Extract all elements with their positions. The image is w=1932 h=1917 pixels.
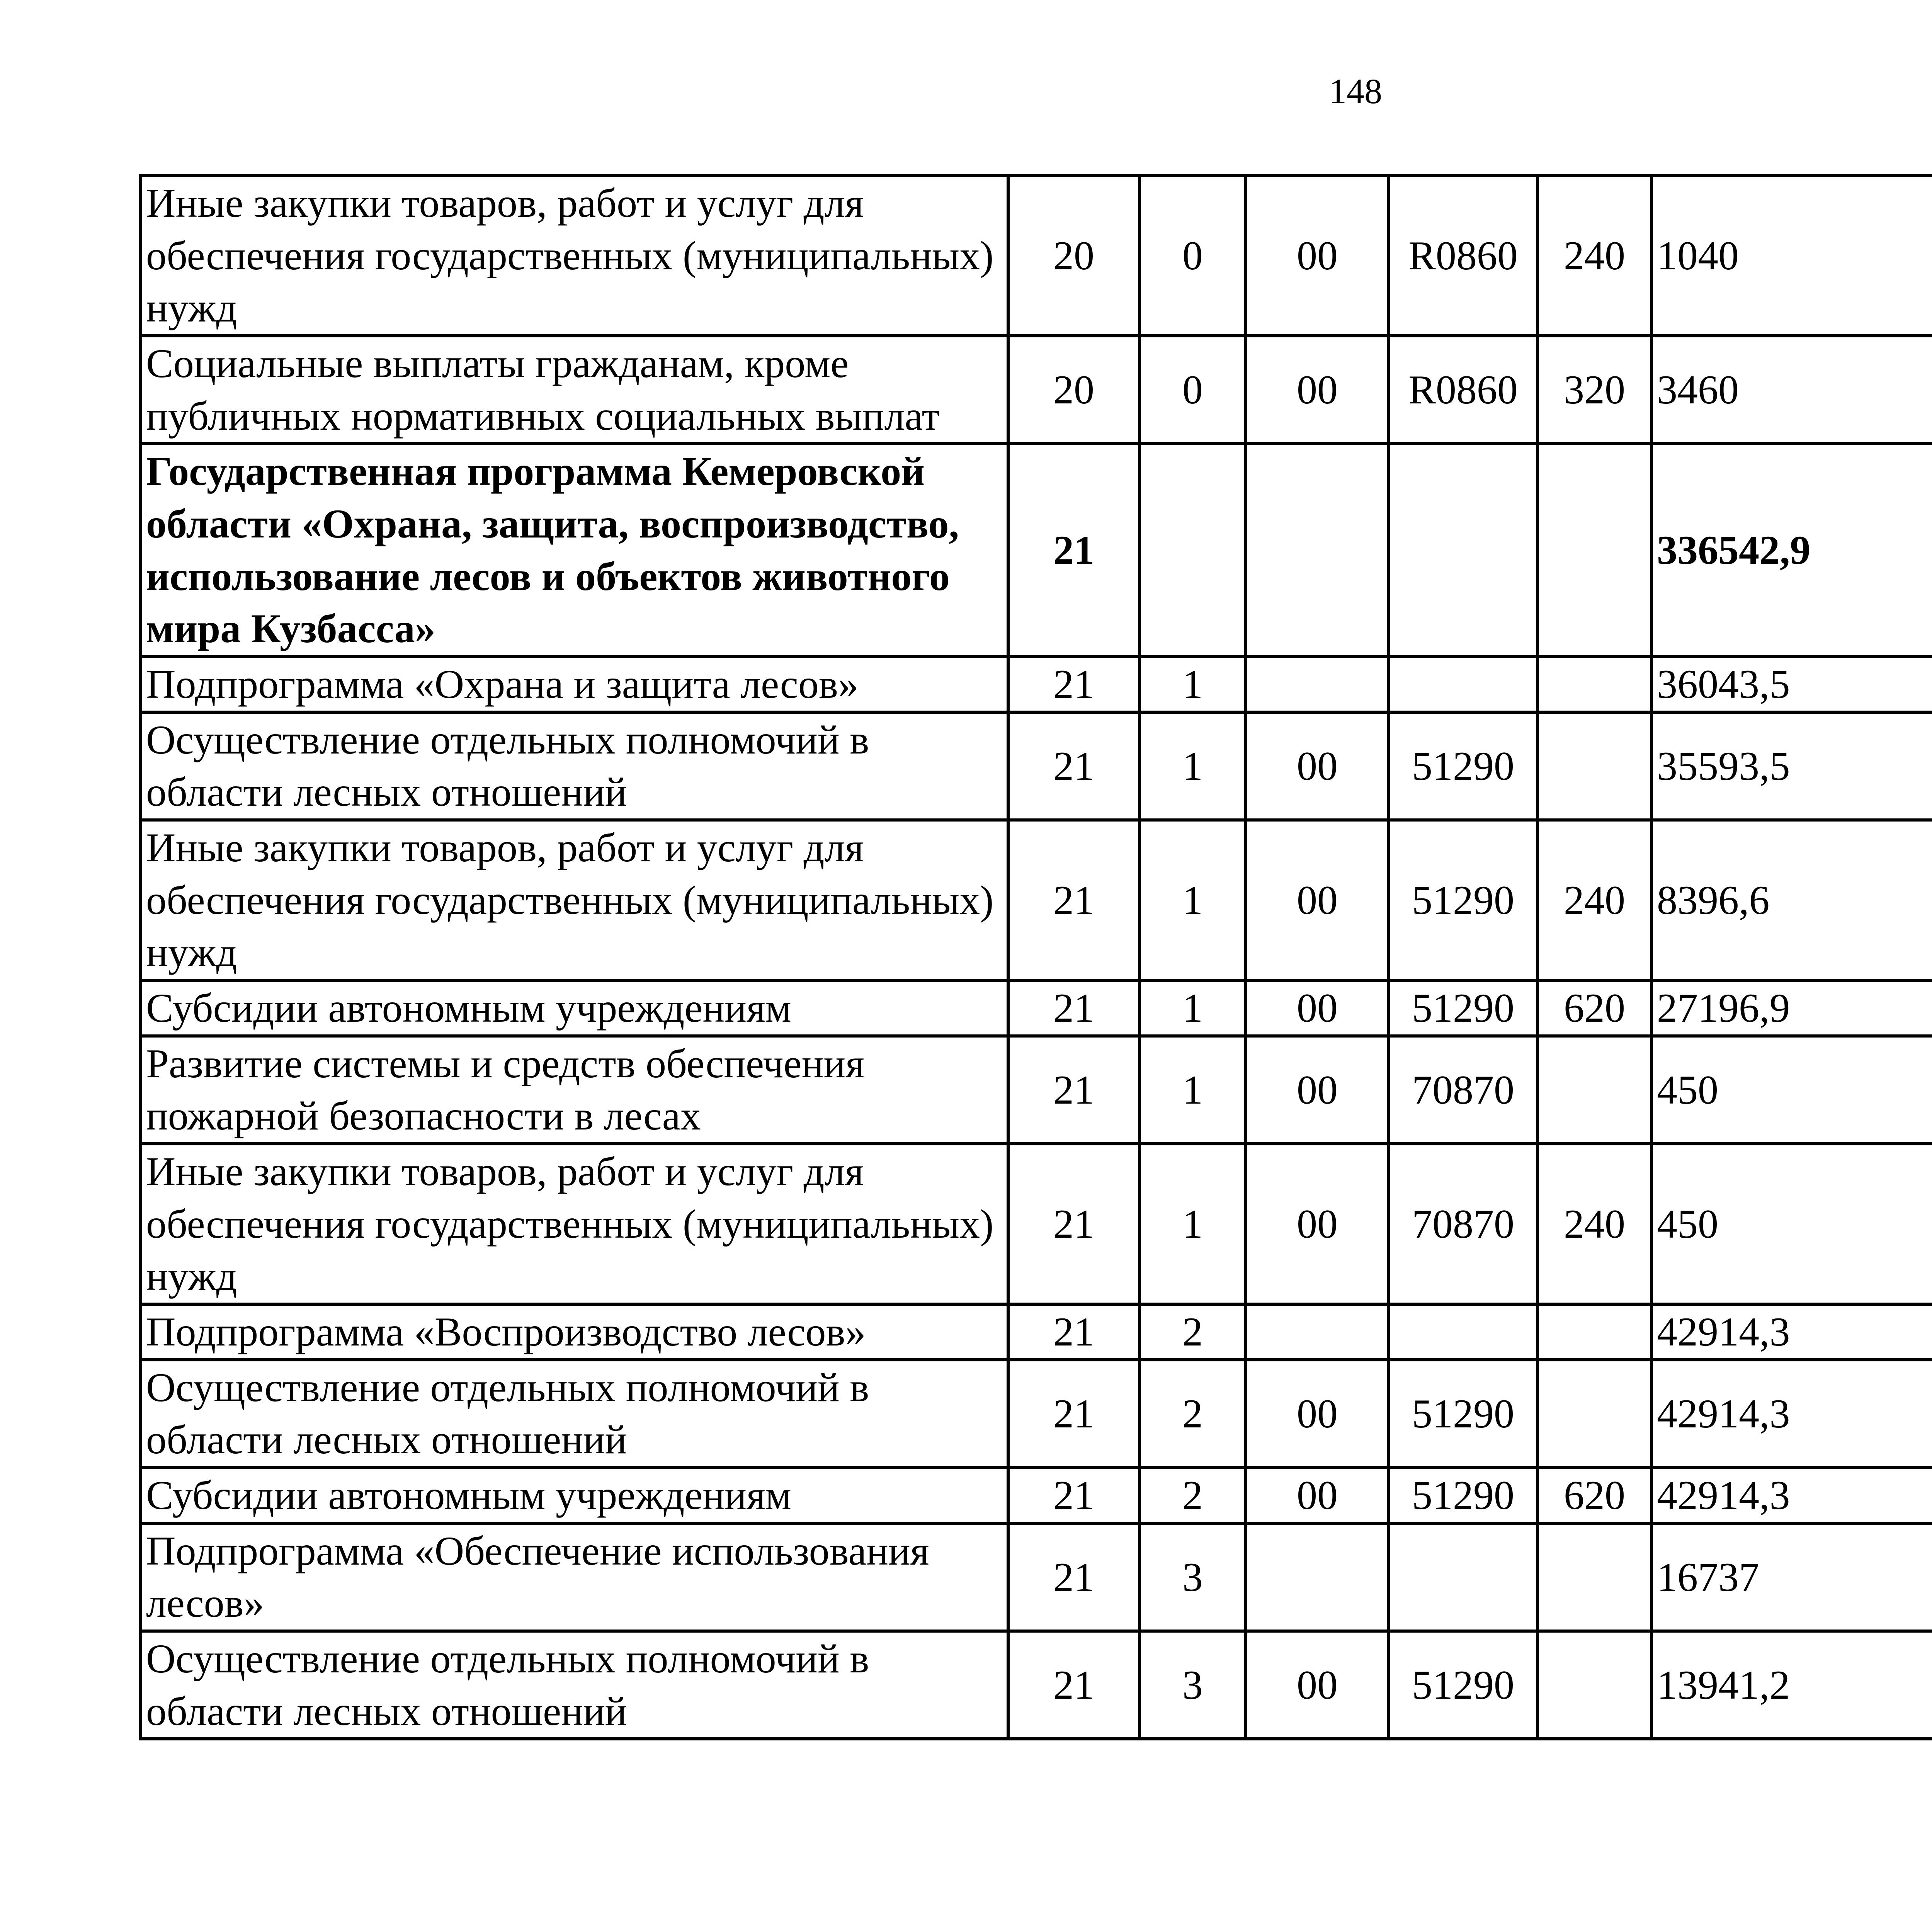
amount-year-1: 13941,2: [1651, 1631, 1932, 1739]
row-name: Социальные выплаты гражданам, кроме публичных нормативных социальных выплат: [141, 336, 1008, 444]
subprogram-code: 1: [1139, 712, 1246, 820]
subprogram-code: 2: [1139, 1468, 1246, 1523]
row-name: Осуществление отдельных полномочий в области лесных отношений: [141, 712, 1008, 820]
expense-type-code: [1537, 657, 1651, 712]
target-code: [1389, 1523, 1537, 1631]
table-row: [141, 175, 1932, 336]
target-code: 51290: [1389, 820, 1537, 980]
expense-type-code: 240: [1537, 1144, 1651, 1304]
row-name: Иные закупки товаров, работ и услуг для обеспечения государственных (муниципальных) нужд: [141, 1144, 1008, 1304]
row-name: Подпрограмма «Воспроизводство лесов»: [141, 1304, 1008, 1360]
amount-year-1: 336542,9: [1651, 444, 1932, 657]
direction-code: 00: [1246, 1631, 1389, 1739]
direction-code: 00: [1246, 336, 1389, 444]
subprogram-code: 0: [1139, 175, 1246, 336]
expense-type-code: 240: [1537, 820, 1651, 980]
row-name: Осуществление отдельных полномочий в области лесных отношений: [141, 1360, 1008, 1468]
target-code: R0860: [1389, 175, 1537, 336]
expense-type-code: [1537, 1360, 1651, 1468]
target-code: 70870: [1389, 1036, 1537, 1144]
target-code: 51290: [1389, 712, 1537, 820]
amount-year-1: 8396,6: [1651, 820, 1932, 980]
expense-type-code: [1537, 1523, 1651, 1631]
table-row: [141, 1304, 1932, 1360]
direction-code: [1246, 657, 1389, 712]
amount-year-1: 27196,9: [1651, 980, 1932, 1036]
target-code: R0860: [1389, 336, 1537, 444]
program-code: 21: [1008, 1360, 1139, 1468]
expense-type-code: 620: [1537, 980, 1651, 1036]
table-row: [141, 336, 1932, 444]
program-code: 20: [1008, 336, 1139, 444]
target-code: [1389, 657, 1537, 712]
table-row: [141, 980, 1932, 1036]
direction-code: 00: [1246, 1468, 1389, 1523]
subprogram-code: 2: [1139, 1304, 1246, 1360]
direction-code: 00: [1246, 1036, 1389, 1144]
target-code: 70870: [1389, 1144, 1537, 1304]
direction-code: 00: [1246, 980, 1389, 1036]
amount-year-1: 42914,3: [1651, 1360, 1932, 1468]
table-row: [141, 1144, 1932, 1304]
expense-type-code: 320: [1537, 336, 1651, 444]
row-name: Субсидии автономным учреждениям: [141, 1468, 1008, 1523]
row-name: Государственная программа Кемеровской области «Охрана, защита, воспроизводство, использование лесов и объектов животного мира Кузбасса»: [141, 444, 1008, 657]
expense-type-code: [1537, 1631, 1651, 1739]
direction-code: 00: [1246, 712, 1389, 820]
expense-type-code: [1537, 1304, 1651, 1360]
row-name: Осуществление отдельных полномочий в области лесных отношений: [141, 1631, 1008, 1739]
target-code: 51290: [1389, 1360, 1537, 1468]
expense-type-code: [1537, 444, 1651, 657]
subprogram-code: 1: [1139, 820, 1246, 980]
row-name: Подпрограмма «Обеспечение использования лесов»: [141, 1523, 1008, 1631]
program-code: 21: [1008, 1144, 1139, 1304]
table-row: [141, 1631, 1932, 1739]
amount-year-1: 36043,5: [1651, 657, 1932, 712]
program-code: 21: [1008, 444, 1139, 657]
row-name: Иные закупки товаров, работ и услуг для обеспечения государственных (муниципальных) нужд: [141, 175, 1008, 336]
subprogram-code: 2: [1139, 1360, 1246, 1468]
direction-code: [1246, 444, 1389, 657]
amount-year-1: 42914,3: [1651, 1468, 1932, 1523]
budget-table: [139, 174, 1932, 1740]
subprogram-code: [1139, 444, 1246, 657]
program-code: 21: [1008, 1304, 1139, 1360]
target-code: [1389, 444, 1537, 657]
amount-year-1: 35593,5: [1651, 712, 1932, 820]
amount-year-1: 42914,3: [1651, 1304, 1932, 1360]
program-code: 21: [1008, 1468, 1139, 1523]
program-code: 21: [1008, 980, 1139, 1036]
amount-year-1: 16737: [1651, 1523, 1932, 1631]
row-name: Развитие системы и средств обеспечения пожарной безопасности в лесах: [141, 1036, 1008, 1144]
table-row: [141, 657, 1932, 712]
program-code: 21: [1008, 657, 1139, 712]
amount-year-1: 1040: [1651, 175, 1932, 336]
amount-year-1: 450: [1651, 1144, 1932, 1304]
table-row: [141, 820, 1932, 980]
target-code: 51290: [1389, 1631, 1537, 1739]
row-name: Иные закупки товаров, работ и услуг для обеспечения государственных (муниципальных) нужд: [141, 820, 1008, 980]
table-row: [141, 1036, 1932, 1144]
program-code: 21: [1008, 1036, 1139, 1144]
direction-code: 00: [1246, 820, 1389, 980]
direction-code: 00: [1246, 1144, 1389, 1304]
subprogram-code: 1: [1139, 980, 1246, 1036]
table-row: [141, 1468, 1932, 1523]
program-code: 21: [1008, 1631, 1139, 1739]
direction-code: 00: [1246, 1360, 1389, 1468]
direction-code: [1246, 1523, 1389, 1631]
expense-type-code: 620: [1537, 1468, 1651, 1523]
table-row: [141, 444, 1932, 657]
direction-code: [1246, 1304, 1389, 1360]
budget-table-body: [141, 175, 1932, 1739]
row-name: Подпрограмма «Охрана и защита лесов»: [141, 657, 1008, 712]
page-number: 148: [1329, 71, 1382, 111]
amount-year-1: 3460: [1651, 336, 1932, 444]
subprogram-code: 1: [1139, 1036, 1246, 1144]
program-code: 20: [1008, 175, 1139, 336]
table-row: [141, 712, 1932, 820]
expense-type-code: 240: [1537, 175, 1651, 336]
row-name: Субсидии автономным учреждениям: [141, 980, 1008, 1036]
program-code: 21: [1008, 820, 1139, 980]
program-code: 21: [1008, 712, 1139, 820]
subprogram-code: 1: [1139, 1144, 1246, 1304]
table-row: [141, 1360, 1932, 1468]
table-row: [141, 1523, 1932, 1631]
subprogram-code: 3: [1139, 1631, 1246, 1739]
target-code: [1389, 1304, 1537, 1360]
amount-year-1: 450: [1651, 1036, 1932, 1144]
subprogram-code: 3: [1139, 1523, 1246, 1631]
target-code: 51290: [1389, 980, 1537, 1036]
subprogram-code: 0: [1139, 336, 1246, 444]
target-code: 51290: [1389, 1468, 1537, 1523]
subprogram-code: 1: [1139, 657, 1246, 712]
expense-type-code: [1537, 1036, 1651, 1144]
direction-code: 00: [1246, 175, 1389, 336]
expense-type-code: [1537, 712, 1651, 820]
program-code: 21: [1008, 1523, 1139, 1631]
